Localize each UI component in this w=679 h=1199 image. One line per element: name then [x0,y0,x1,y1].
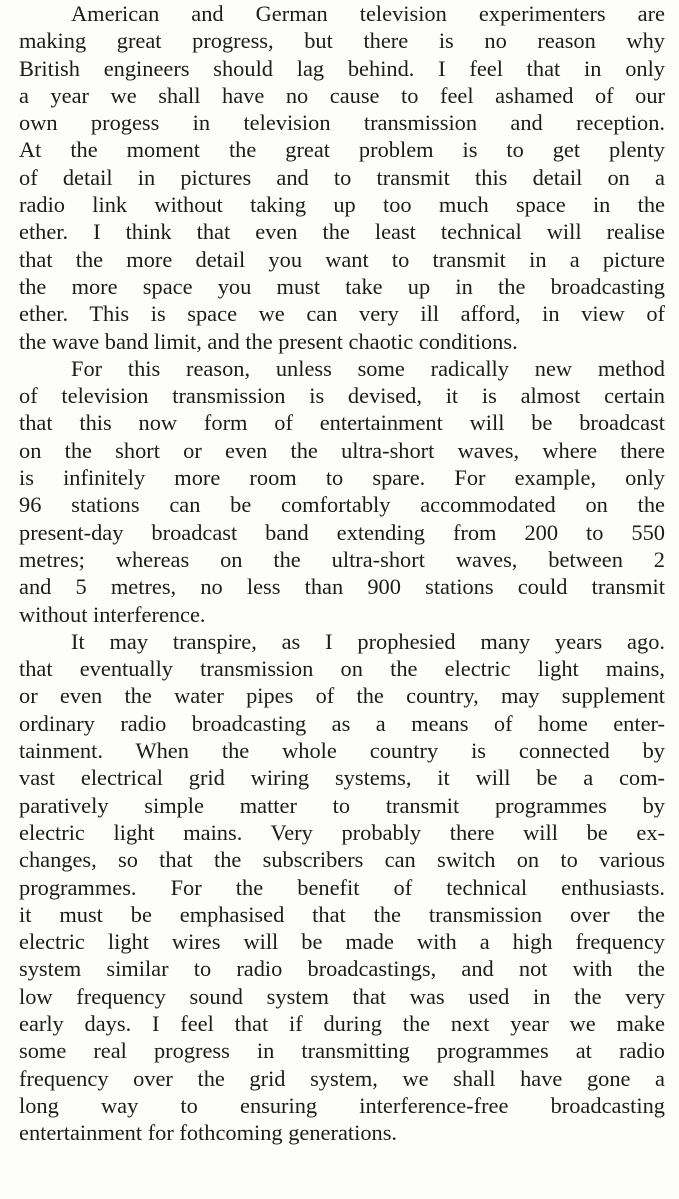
text-line: own progess in television transmission and reception. [19,110,665,136]
text-line: on the short or even the ultra-short waves, where there [19,437,665,463]
text-line: that this now form of entertainment will be broadcast [19,410,665,436]
text-line: vast electrical grid wiring systems, it will be a com- [19,765,665,791]
text-line: ordinary radio broadcasting as a means of home enter- [19,710,665,736]
text-line: making great progress, but there is no reason why [19,28,665,54]
text-line: electric light wires will be made with a high frequency [19,929,665,955]
paragraph [19,0,665,355]
text-line: is infinitely more room to spare. For example, only [19,465,665,491]
article-body [19,0,665,1146]
text-line: of television transmission is devised, it is almost certain [19,383,665,409]
text-line: metres; whereas on the ultra-short waves, between 2 [19,546,665,572]
text-line: paratively simple matter to transmit programmes by [19,792,665,818]
text-line: the wave band limit, and the present chaotic conditions. [19,328,518,354]
text-line: without interference. [19,601,206,627]
text-line: present-day broadcast band extending from 200 to 550 [19,519,665,545]
text-line: British engineers should lag behind. I feel that in only [19,55,665,81]
text-line: it must be emphasised that the transmission over the [19,901,665,927]
text-line: and 5 metres, no less than 900 stations could transmit [19,574,665,600]
text-line: At the moment the great problem is to get plenty [19,137,665,163]
text-line: It may transpire, as I prophesied many years ago. [71,628,665,654]
text-line: changes, so that the subscribers can switch on to various [19,847,665,873]
text-line: entertainment for fothcoming generations. [19,1120,398,1146]
text-line: long way to ensuring interference-free broadcasting [19,1092,665,1118]
text-line: system similar to radio broadcastings, and not with the [19,956,665,982]
text-line: American and German television experimenters are [71,1,665,26]
text-line: ether. I think that even the least technical will realise [19,219,665,245]
text-line: programmes. For the benefit of technical enthusiasts. [19,874,665,900]
text-line: ether. This is space we can very ill afford, in view of [19,301,665,327]
text-line: or even the water pipes of the country, may supplement [19,683,665,709]
paragraph [19,355,665,628]
text-line: electric light mains. Very probably there will be ex- [19,819,665,845]
text-line: For this reason, unless some radically new method [71,355,665,381]
text-line: early days. I feel that if during the next year we make [19,1010,665,1036]
text-line: a year we shall have no cause to feel ashamed of our [19,82,665,108]
text-line: tainment. When the whole country is connected by [19,738,665,764]
text-line: radio link without taking up too much space in the [19,192,665,218]
text-line: of detail in pictures and to transmit this detail on a [19,164,665,190]
text-line: 96 stations can be comfortably accommodated on the [19,492,665,518]
text-line: low frequency sound system that was used in the very [19,983,665,1009]
text-line: some real progress in transmitting programmes at radio [19,1038,665,1064]
text-line: frequency over the grid system, we shall have gone a [19,1065,665,1091]
text-line: that eventually transmission on the electric light mains, [19,656,665,682]
text-line: the more space you must take up in the broadcasting [19,273,665,299]
paragraph [19,628,665,1147]
text-line: that the more detail you want to transmit in a picture [19,246,665,272]
